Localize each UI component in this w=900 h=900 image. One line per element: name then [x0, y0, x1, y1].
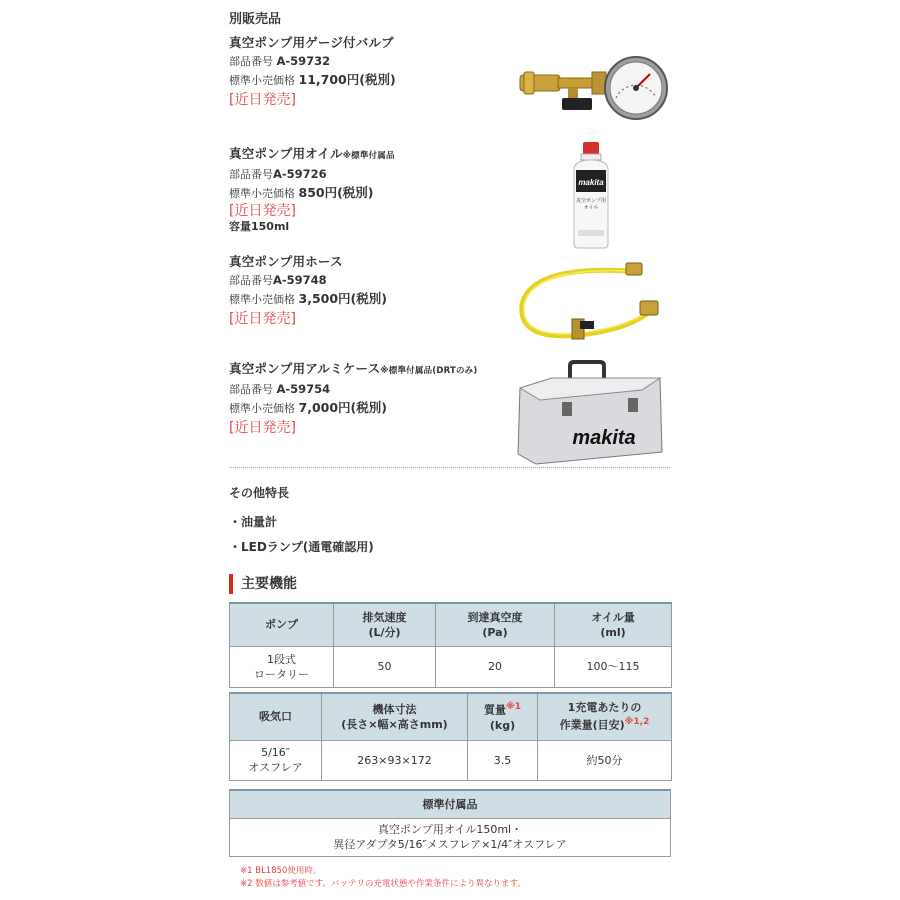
product-hose	[229, 253, 529, 329]
product-name: 真空ポンプ用オイル※標準付属品	[229, 146, 395, 161]
product-name: 真空ポンプ用ホース	[229, 254, 343, 269]
feature-item: ・油量計	[229, 515, 278, 529]
header-oil-amount: オイル量 (ml)	[555, 603, 672, 646]
gauge-valve-image	[510, 50, 670, 125]
aluminum-case-image	[512, 360, 672, 465]
product-name: 真空ポンプ用アルミケース※標準付属品(DRTのみ)	[229, 361, 478, 376]
cell-oil-amount: 100〜115	[555, 646, 672, 687]
header-vacuum: 到達真空度 (Pa)	[436, 603, 555, 646]
accessories-table	[229, 789, 671, 857]
cell-dimensions: 263×93×172	[322, 740, 468, 780]
bottle-brand: makita	[578, 178, 604, 187]
cell-work-per-charge: 約50分	[538, 740, 672, 780]
header-work-per-charge: 1充電あたりの 作業量(目安)$^{※1,2}$	[538, 693, 672, 740]
status-badge: [近日発売]	[229, 420, 296, 436]
footnote-1: ※1 BL1850使用時。	[240, 866, 322, 876]
status-badge: [近日発売]	[229, 92, 296, 108]
cell-intake: 5/16″ オスフレア	[230, 740, 322, 780]
header-accessories: 標準付属品	[230, 790, 671, 818]
part-number: 部品番号A-59748	[229, 273, 327, 287]
product-oil	[229, 145, 529, 234]
svg-text:真空ポンプ用: 真空ポンプ用	[575, 198, 607, 204]
cell-weight: 3.5	[468, 740, 538, 780]
divider	[229, 467, 670, 468]
features-title: その他特長	[229, 486, 290, 500]
part-number: 部品番号 A-59754	[229, 382, 331, 396]
header-dimensions: 機体寸法 (長さ×幅×高さmm)	[322, 693, 468, 740]
product-name: 真空ポンプ用ゲージ付バルブ	[229, 35, 394, 50]
part-number: 部品番号 A-59732	[229, 54, 331, 68]
header-pump: ポンプ	[230, 603, 334, 646]
price: 標準小売価格 3,500円(税別)	[229, 291, 387, 306]
status-badge: [近日発売]	[229, 203, 296, 219]
status-badge: [近日発売]	[229, 311, 296, 327]
header-intake: 吸気口	[230, 693, 322, 740]
product-aluminum-case	[229, 360, 549, 438]
price: 標準小売価格 11,700円(税別)	[229, 72, 396, 87]
footnote-2: ※2 数値は参考値です。バッテリの充電状態や作業条件により異なります。	[240, 879, 526, 889]
section-title: 別販売品	[229, 12, 282, 27]
feature-item: ・LEDランプ(通電確認用)	[229, 540, 374, 554]
svg-text:オイル: オイル	[583, 205, 599, 211]
oil-bottle-image	[566, 140, 616, 250]
spec-table-1	[229, 602, 672, 688]
cell-accessories: 真空ポンプ用オイル150ml・ 異径アダプタ5/16″メスフレア×1/4″オスフレア	[230, 818, 671, 856]
part-number: 部品番号A-59726	[229, 167, 327, 181]
spec-table-2	[229, 692, 672, 781]
price: 標準小売価格 7,000円(税別)	[229, 400, 387, 415]
header-weight: 質量$^{※1}$ (kg)	[468, 693, 538, 740]
product-gauge-valve	[229, 34, 529, 110]
cell-vacuum: 20	[436, 646, 555, 687]
case-brand: makita	[572, 427, 636, 449]
hose-image	[510, 255, 670, 355]
price: 標準小売価格 850円(税別)	[229, 185, 374, 200]
main-functions-title: 主要機能	[229, 574, 297, 594]
header-exhaust-speed: 排気速度 (L/分)	[334, 603, 436, 646]
capacity: 容量150ml	[229, 220, 290, 233]
cell-exhaust-speed: 50	[334, 646, 436, 687]
cell-pump: 1段式 ロータリー	[230, 646, 334, 687]
